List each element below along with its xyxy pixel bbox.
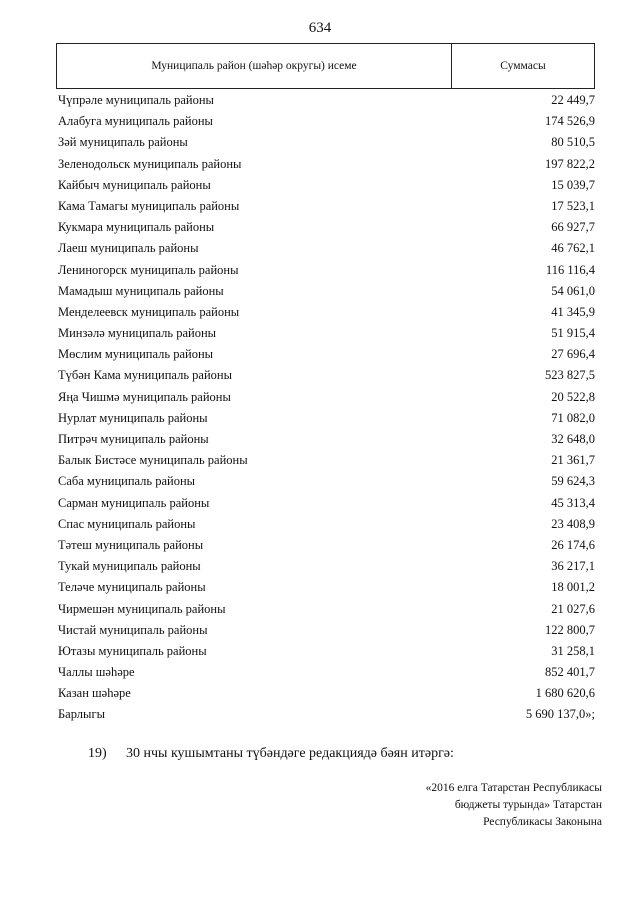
row-name: Чаллы шәһәре (58, 665, 135, 680)
row-name: Теләче муниципаль районы (58, 580, 206, 595)
row-amount: 31 258,1 (551, 643, 595, 658)
row-name: Ютазы муниципаль районы (58, 643, 207, 658)
row-name: Минзәлә муниципаль районы (58, 326, 217, 341)
table-row (58, 111, 595, 132)
table-row (58, 323, 595, 344)
law-reference-line: «2016 елга Татарстан Республикасы (425, 782, 602, 794)
row-amount: 46 762,1 (551, 241, 595, 256)
page-number: 634 (308, 20, 332, 36)
table-row (58, 641, 595, 662)
table-row (58, 493, 595, 514)
row-amount: 122 800,7 (545, 622, 595, 637)
table-row (58, 154, 595, 175)
table-row (58, 514, 595, 535)
row-amount: 23 408,9 (551, 516, 595, 531)
row-name: Нурлат муниципаль районы (58, 410, 208, 425)
table-row (58, 683, 595, 704)
row-name: Мөслим муниципаль районы (58, 347, 214, 362)
row-amount: 15 039,7 (551, 177, 595, 192)
row-amount: 45 313,4 (551, 495, 595, 510)
table-row (58, 344, 595, 365)
law-reference-line: Республикасы Законына (483, 816, 602, 828)
row-amount: 54 061,0 (551, 283, 595, 298)
law-reference (426, 780, 602, 831)
table-row (58, 662, 595, 683)
row-amount: 32 648,0 (551, 432, 595, 446)
table-header (56, 43, 595, 89)
item-19-text: 30 нчы кушымтаны түбәндәге редакциядә бәян итәргә: (126, 746, 454, 761)
row-name: Чүпрәле муниципаль районы (58, 93, 214, 107)
table-row (58, 577, 595, 598)
header-name-cell: Муниципаль район (шәһәр округы) исеме (57, 44, 452, 88)
row-amount: 852 401,7 (545, 665, 595, 680)
row-amount: 27 696,4 (551, 347, 595, 362)
table-row (58, 471, 595, 492)
row-amount: 21 361,7 (551, 453, 595, 468)
row-amount: 20 522,8 (551, 389, 595, 404)
row-name: Алабуга муниципаль районы (58, 114, 213, 129)
header-sum-cell: Суммасы (500, 60, 546, 72)
table-row (58, 132, 595, 153)
table-row (58, 238, 595, 259)
row-amount: 71 082,0 (551, 410, 595, 425)
row-name: Мамадыш муниципаль районы (58, 283, 224, 298)
row-amount: 51 915,4 (551, 326, 595, 341)
row-name: Яңа Чишмә муниципаль районы (58, 389, 231, 404)
table-row (58, 196, 595, 217)
row-amount: 66 927,7 (551, 220, 595, 235)
table-row (58, 217, 595, 238)
table-row (58, 408, 595, 429)
row-amount: 197 822,2 (545, 156, 595, 171)
table-row (58, 90, 595, 111)
row-name: Казан шәһәре (58, 686, 131, 701)
item-19-number: 19) (88, 746, 107, 761)
row-name: Лаеш муниципаль районы (58, 241, 199, 256)
row-amount: 523 827,5 (545, 368, 595, 383)
row-amount: 41 345,9 (551, 304, 595, 319)
row-name: Зәй муниципаль районы (58, 135, 188, 150)
row-amount: 17 523,1 (551, 198, 595, 213)
row-amount: 1 680 620,6 (535, 686, 595, 701)
row-amount: 59 624,3 (551, 474, 595, 489)
table-row (58, 387, 595, 408)
item-19 (88, 746, 454, 762)
row-name: Питрәч муниципаль районы (58, 432, 209, 446)
row-name: Кама Тамагы муниципаль районы (58, 198, 240, 213)
table-row (58, 281, 595, 302)
row-name: Тәтеш муниципаль районы (58, 537, 204, 552)
row-amount: 26 174,6 (551, 537, 595, 552)
table-row (58, 260, 595, 281)
row-amount: 22 449,7 (551, 93, 595, 107)
table-row (58, 302, 595, 323)
table-row (58, 429, 595, 450)
row-name: Менделеевск муниципаль районы (58, 304, 240, 319)
row-name: Саба муниципаль районы (58, 474, 196, 489)
row-amount: 36 217,1 (551, 559, 595, 574)
table-row (58, 599, 595, 620)
row-amount: 21 027,6 (551, 601, 595, 616)
table-row (58, 535, 595, 556)
row-name: Зеленодольск муниципаль районы (58, 156, 242, 171)
row-name: Лениногорск муниципаль районы (58, 262, 239, 277)
table-row (58, 175, 595, 196)
table-row (58, 365, 595, 386)
row-name: Тукай муниципаль районы (58, 559, 201, 574)
table-row (58, 450, 595, 471)
table-body (58, 90, 595, 726)
row-amount: 80 510,5 (551, 135, 595, 150)
table-row (58, 620, 595, 641)
table-row (58, 556, 595, 577)
row-amount: 174 526,9 (545, 114, 595, 129)
row-name: Түбән Кама муниципаль районы (58, 368, 232, 383)
table-row (58, 704, 595, 725)
row-amount: 5 690 137,0»; (525, 707, 595, 722)
row-name: Спас муниципаль районы (58, 516, 196, 531)
law-reference-line: бюджеты турында» Татарстан (454, 799, 602, 811)
row-name: Чирмешән муниципаль районы (58, 601, 226, 616)
row-amount: 18 001,2 (551, 580, 595, 595)
row-name: Кукмара муниципаль районы (58, 220, 215, 235)
row-name: Сарман муниципаль районы (58, 495, 210, 510)
row-name: Кайбыч муниципаль районы (58, 177, 211, 192)
row-name: Чистай муниципаль районы (58, 622, 208, 637)
row-amount: 116 116,4 (545, 262, 595, 277)
row-name: Балык Бистәсе муниципаль районы (58, 453, 248, 468)
row-name: Барлыгы (58, 707, 105, 722)
